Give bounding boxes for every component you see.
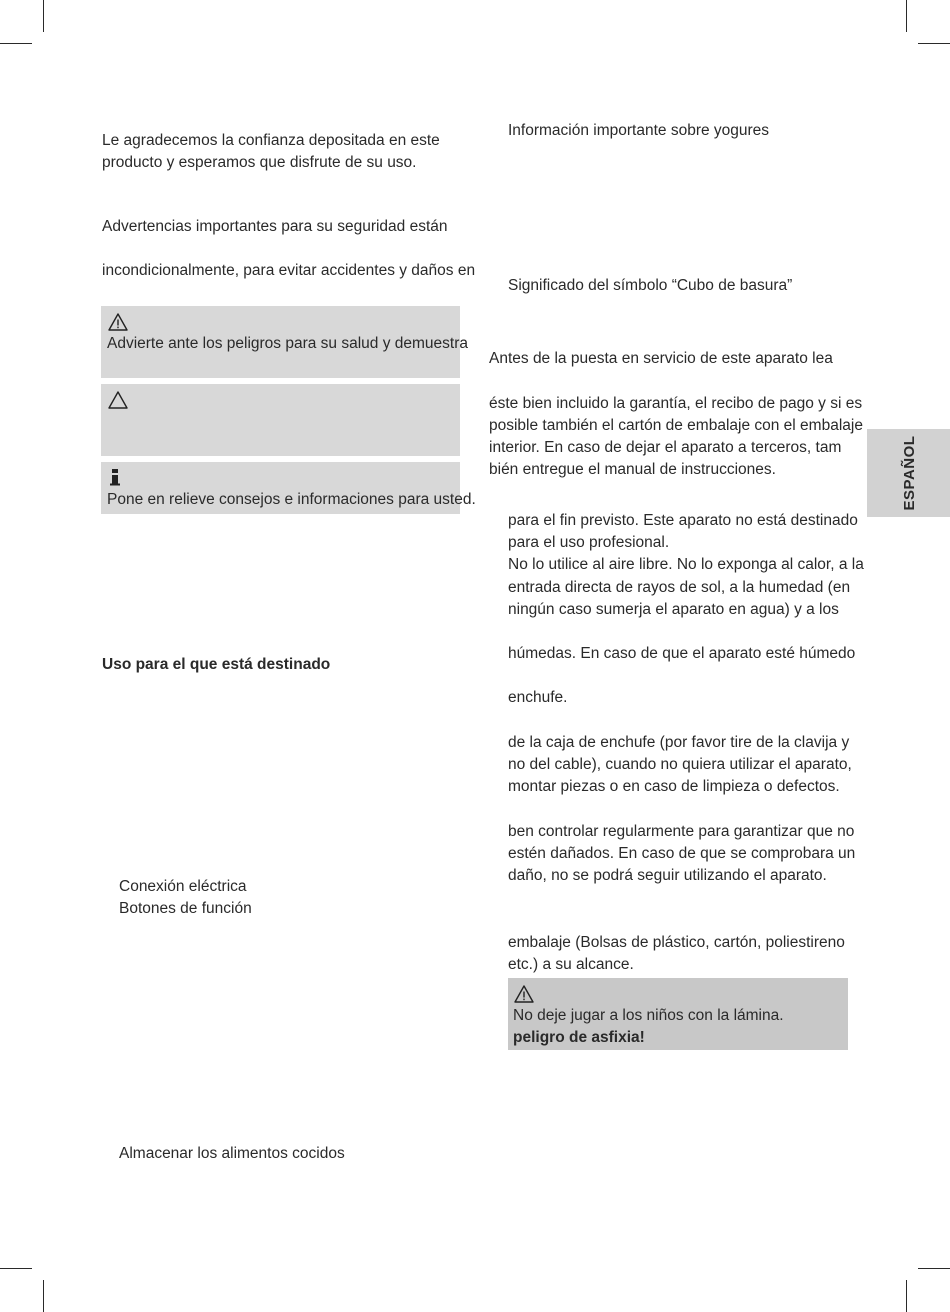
note-symbol-box — [101, 462, 476, 514]
packaging-line-1: embalaje (Bolsas de plástico, cartón, poliestireno — [508, 934, 845, 951]
purpose-line-2: para el uso profesional. — [508, 534, 670, 551]
purpose-line-5: ningún caso sumerja el aparato en agua) y a los — [508, 601, 839, 618]
crop-mark-top-left-v — [43, 0, 44, 32]
crop-mark-top-left-h — [0, 43, 32, 44]
children-warning-line-1: No deje jugar a los niños con la lámina. — [513, 1007, 784, 1024]
crop-mark-bottom-right-v — [906, 1280, 907, 1312]
note-box-text: Pone en relieve consejos e informaciones para usted. — [107, 491, 476, 508]
unplug-line-3: montar piezas o en caso de limpieza o defectos. — [508, 778, 840, 795]
item-power-connection: Conexión eléctrica — [119, 878, 247, 895]
keep-manual-line-3: interior. En caso de dejar el aparato a terceros, tam — [489, 439, 842, 456]
plug-line: enchufe. — [508, 689, 568, 706]
before-use-line: Antes de la puesta en servicio de este aparato lea — [489, 350, 833, 367]
crop-mark-bottom-left-v — [43, 1280, 44, 1312]
crop-mark-bottom-left-h — [0, 1268, 32, 1269]
purpose-line-3: No lo utilice al aire libre. No lo exponga al calor, a la — [508, 556, 864, 573]
keep-manual-line-4: bién entregue el manual de instrucciones. — [489, 461, 776, 478]
language-tab — [867, 429, 950, 517]
info-icon — [105, 468, 125, 488]
heading-intended-use: Uso para el que está destinado — [102, 656, 331, 673]
item-function-buttons: Botones de función — [119, 900, 252, 917]
packaging-line-2: etc.) a su alcance. — [508, 956, 634, 973]
children-warning-line-2: peligro de asfixia! — [513, 1029, 645, 1046]
purpose-line-1: para el fin previsto. Este aparato no está destinado — [508, 512, 858, 529]
keep-manual-line-1: éste bien incluido la garantía, el recibo de pago y si es — [489, 395, 863, 412]
check-line-2: estén dañados. En caso de que se comprobara un — [508, 845, 856, 862]
keep-manual-line-2: posible también el cartón de embalaje con el embalaje — [489, 417, 863, 434]
crop-mark-top-right-h — [918, 43, 950, 44]
danger-symbol-box — [101, 306, 469, 378]
yogurt-info-heading: Información importante sobre yogures — [508, 122, 770, 139]
unplug-line-1: de la caja de enchufe (por favor tire de la clavija y — [508, 734, 850, 751]
trash-symbol-heading: Significado del símbolo “Cubo de basura” — [508, 277, 793, 294]
crop-mark-top-right-v — [906, 0, 907, 32]
warnings-line-1: Advertencias importantes para su seguridad están — [102, 218, 448, 235]
caution-symbol-box — [101, 384, 460, 456]
item-store-cooked-food: Almacenar los alimentos cocidos — [119, 1145, 345, 1162]
warning-triangle-icon — [108, 312, 128, 332]
warnings-line-2: incondicionalmente, para evitar accidentes y daños en — [102, 262, 476, 279]
language-tab-label: ESPAÑOL — [900, 435, 918, 511]
humid-line: húmedas. En caso de que el aparato esté húmedo — [508, 645, 856, 662]
unplug-line-2: no del cable), cuando no quiera utilizar el aparato, — [508, 756, 852, 773]
check-line-3: daño, no se podrá seguir utilizando el aparato. — [508, 867, 827, 884]
intro-line-1: Le agradecemos la confianza depositada en este — [102, 132, 440, 149]
danger-box-text: Advierte ante los peligros para su salud y demuestra — [107, 335, 469, 352]
warning-triangle-icon — [514, 984, 534, 1004]
purpose-line-4: entrada directa de rayos de sol, a la humedad (en — [508, 579, 851, 596]
intro-line-2: producto y esperamos que disfrute de su uso. — [102, 154, 417, 171]
check-line-1: ben controlar regularmente para garantizar que no — [508, 823, 855, 840]
crop-mark-bottom-right-h — [918, 1268, 950, 1269]
caution-triangle-icon — [108, 390, 128, 410]
children-warning-box — [508, 978, 848, 1050]
